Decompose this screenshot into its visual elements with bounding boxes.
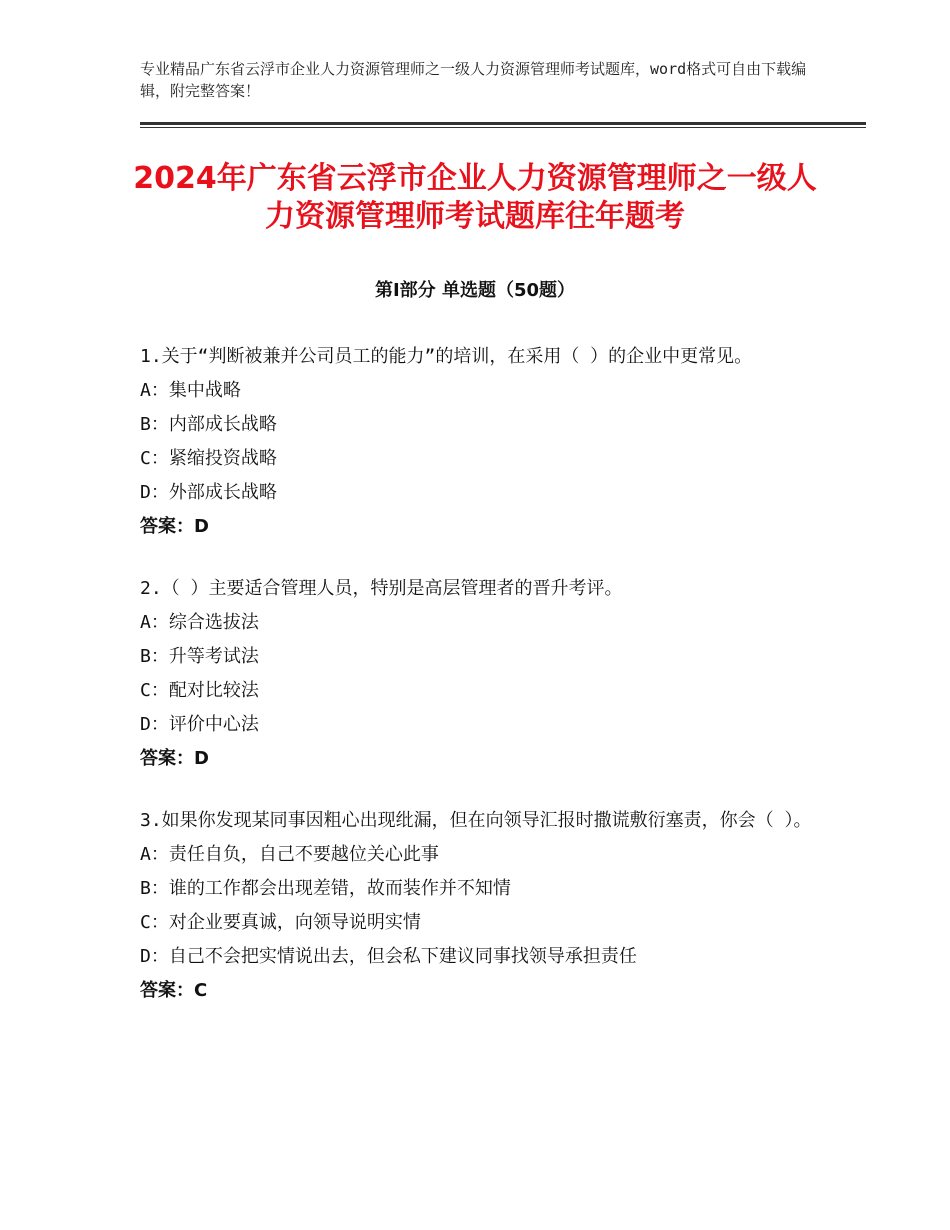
header-divider-thick: [140, 122, 866, 125]
question-1: [140, 340, 820, 544]
header-note: 专业精品广东省云浮市企业人力资源管理师之一级人力资源管理师考试题库，word格式可自由下载编辑，附完整答案！: [140, 60, 807, 100]
question-stem: 2.（ ）主要适合管理人员，特别是高层管理者的晋升考评。: [140, 578, 623, 599]
option-c: C：紧缩投资战略: [140, 448, 277, 469]
option-c: C：对企业要真诚，向领导说明实情: [140, 912, 421, 933]
document-title: 2024年广东省云浮市企业人力资源管理师之一级人力资源管理师考试题库往年题考: [133, 161, 817, 234]
question-stem: 1.关于“判断被兼并公司员工的能力”的培训，在采用（ ）的企业中更常见。: [140, 346, 753, 367]
option-b: B：升等考试法: [140, 646, 259, 667]
option-b: B：内部成长战略: [140, 414, 277, 435]
option-d: D：评价中心法: [140, 714, 259, 735]
option-d: D：自己不会把实情说出去，但会私下建议同事找领导承担责任: [140, 946, 637, 967]
answer: 答案：D: [140, 516, 209, 537]
option-a: A：责任自负，自己不要越位关心此事: [140, 844, 439, 865]
question-stem: 3.如果你发现某同事因粗心出现纰漏，但在向领导汇报时撒谎敷衍塞责，你会（ ）。: [140, 810, 812, 831]
option-b: B：谁的工作都会出现差错，故而装作并不知情: [140, 878, 511, 899]
question-list: [140, 340, 820, 1036]
option-a: A：集中战略: [140, 380, 241, 401]
question-3: [140, 804, 820, 1008]
question-2: [140, 572, 820, 776]
option-c: C：配对比较法: [140, 680, 259, 701]
option-d: D：外部成长战略: [140, 482, 277, 503]
header-divider-thin: [140, 127, 866, 128]
answer: 答案：C: [140, 980, 208, 1001]
section-title: 第Ⅰ部分 单选题（50题）: [374, 280, 575, 301]
answer: 答案：D: [140, 748, 209, 769]
option-a: A：综合选拔法: [140, 612, 259, 633]
